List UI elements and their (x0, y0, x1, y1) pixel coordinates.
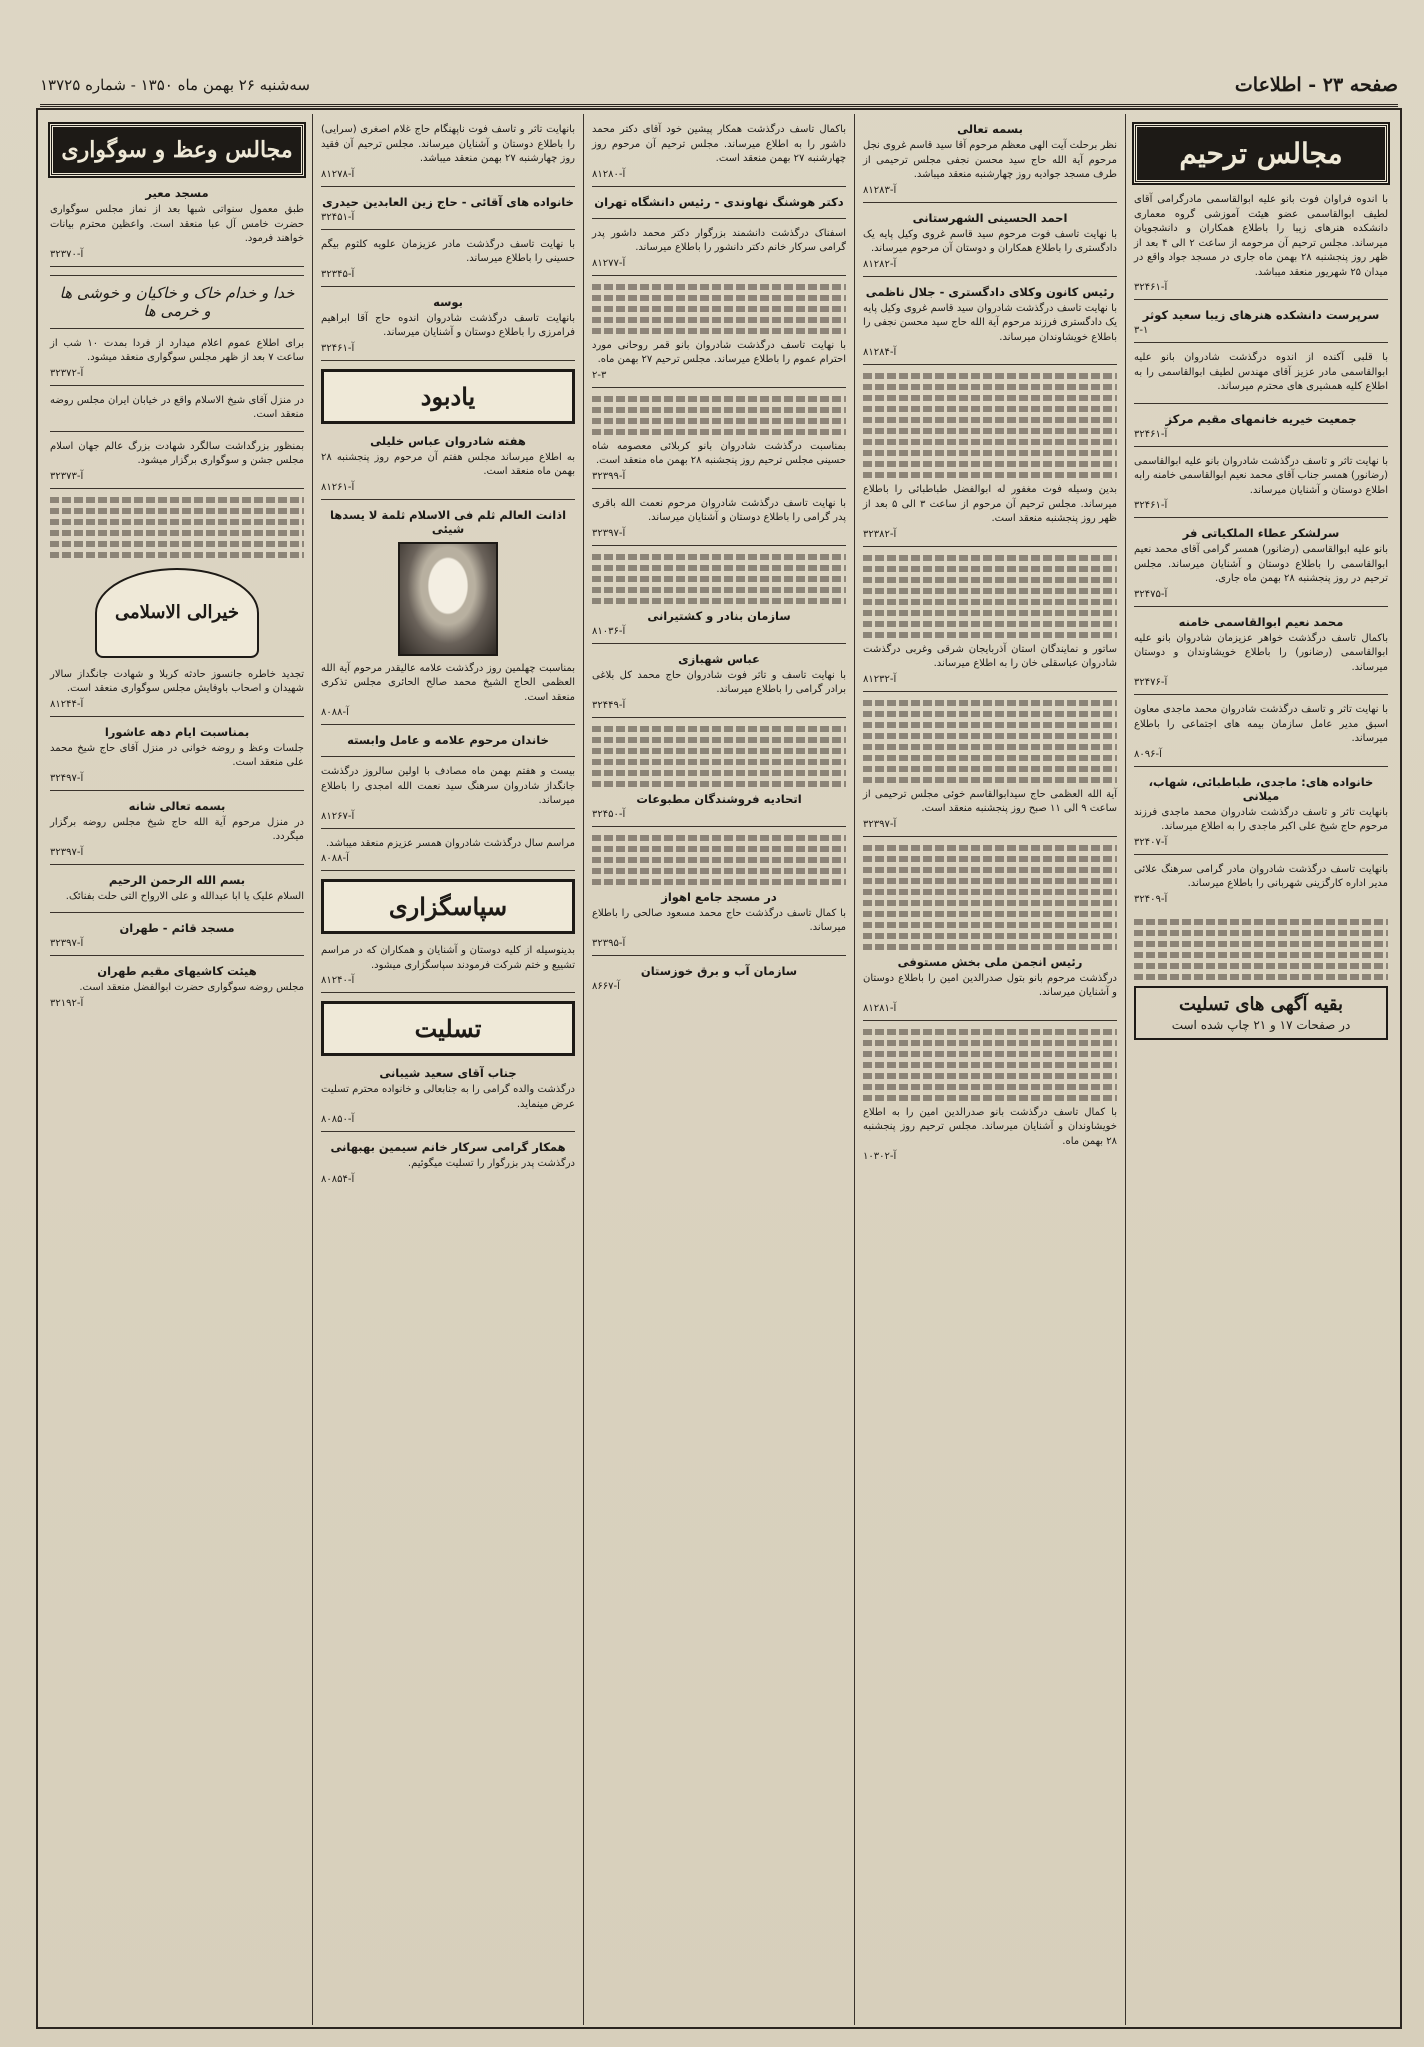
portrait-photo (398, 542, 498, 656)
obituary-ad: محمد نعیم ابوالقاسمی خامنه باکمال تاسف درگذشت خواهر عزیزمان شادروان بانو علیه ابوالقاسمی (رضانور) را باطلاع خویشاوندان و دوستان میرساند. آ-۳۲۴۷۶ (1134, 615, 1388, 696)
obituary-ad: سرلشکر عطاء الملکیاتی فر بانو علیه ابوالقاسمی (رضانور) همسر گرامی آقای محمد نعیم ابوالقاسمی را باطلاع دوستان و آشنایان میرساند. مجلس ترحیم در روز پنجشنبه ۲۸ بهمن ماه جاری. آ-۳۲۴۷۵ (1134, 526, 1388, 607)
obituary-ad: با نهایت تاسف درگذشت شادروان مرحوم نعمت الله باقری پدر گرامی را باطلاع دوستان و آشنایان میرساند. آ-۳۲۳۹۷ (592, 497, 846, 546)
filler-text (863, 555, 1117, 638)
condolence-ad: همکار گرامی سرکار خانم سیمین بهبهانی درگذشت پدر بزرگوار را تسلیت میگوئیم. آ-۸۰۸۵۴ (321, 1140, 575, 1185)
filler-text (863, 845, 1117, 950)
filler-text (863, 1029, 1117, 1101)
col1-ads (1134, 193, 1388, 911)
obituary-ad: بانهایت تاثر و تاسف فوت ناپهنگام حاج غلام اصغری (سرایی) را باطلاع دوستان و آشنایان میرساند. مجلس ترحیم آن فقید روز چهارشنبه ۲۷ بهمن منعقد میباشد. آ-۸۱۲۷۸ (321, 123, 575, 187)
obituary-ad: با نهایت تاثر و تاسف درگذشت شادروان محمد ماجدی معاون اسبق مدیر عامل سازمان بیمه های اجتماعی را باطلاع میرساند. آ-۸۰۹۶ (1134, 703, 1388, 767)
section-banner-tarhim: مجالس ترحیم (1134, 124, 1388, 183)
page-number: صفحه ۲۳ - اطلاعات (1234, 74, 1398, 96)
obituary-ad: ساتور و نمایندگان استان آذربایجان شرقی وغربی درگذشت شادروان عباسقلی خان را به اطلاع میرساند. آ-۸۱۲۳۲ (863, 643, 1117, 692)
sermon-ad: برای اطلاع عموم اعلام میدارد از فردا بمدت ۱۰ شب از ساعت ۷ بعد از ظهر مجلس سوگواری منعقد میشود. آ-۳۲۳۷۲ (50, 337, 304, 386)
obituary-ad: بمناسبت درگذشت شادروان بانو کربلائی معصومه شاه حسینی مجلس ترحیم روز پنجشنبه ۲۸ بهمن ماه منعقد است. آ-۳۲۳۹۹ (592, 440, 846, 489)
obituary-ad: خانواده های: ماجدی، طباطبائی، شهاب، میلانی بانهایت تاثر و تاسف درگذشت شادروان محمد ماجدی فرزند مرحوم حاج شیخ علی اکبر ماجدی را به اطلاع میرساند. آ-۳۲۴۰۷ (1134, 775, 1388, 855)
obituary-ad: با نهایت تاثر و تاسف درگذشت شادروان بانو علیه ابوالقاسمی (رضانور) همسر جناب آقای محمد نعیم ابوالقاسمی خامنه رابه اطلاع دوستان و آشنایان میرساند. آ-۳۲۴۶۱ (1134, 455, 1388, 519)
charity-emblem-logo: خیرالی الاسلامی (95, 568, 259, 658)
obituary-ad: با کمال تاسف درگذشت بانو صدرالدین امین را به اطلاع خویشاوندان و آشنایان میرساند. مجلس ترحیم روز پنجشنبه ۲۸ بهمن ماه. آ-۱۰۳۰۲ (863, 1106, 1117, 1162)
memorial-ad: هفته شادروان عباس خلیلی به اطلاع میرساند مجلس هفتم آن مرحوم روز پنجشنبه ۲۸ بهمن ماه منعقد است. آ-۸۱۲۶۱ (321, 434, 575, 500)
column-4 (312, 114, 583, 2025)
obituary-ad: سازمان بنادر و کشتیرانی آ-۸۱۰۳۶ (592, 609, 846, 644)
column-3 (583, 114, 854, 2025)
obituary-ad: احمد الحسینی الشهرستانی با نهایت تاسف فوت مرحوم سید قاسم غروی وکیل پایه یک دادگستری را باطلاع همکاران و دوستان آن مرحوم میرساند. آ-۸۱۲۸۲ (863, 211, 1117, 277)
obituary-ad: بسمه تعالی نظر برحلت آیت الهی معظم مرحوم آقا سید قاسم غروی نجل مرحوم آیة الله حاج سید محسن نجفی مجلس ترحیمی از طرف مسجد جوادیه روز چهارشنبه منعقد میباشد. آ-۸۱۲۸۳ (863, 122, 1117, 203)
obituary-ad: در مسجد جامع اهواز با کمال تاسف درگذشت حاج محمد مسعود صالحی را باطلاع میرساند. آ-۳۲۳۹۵ (592, 890, 846, 956)
memorial-ad: خاندان مرحوم علامه و عامل وابسته (321, 733, 575, 757)
memorial-ad: بیست و هفتم بهمن ماه مصادف با اولین سالروز درگذشت جانگداز شادروان سرهنگ سید نعمت الله امجدی را باطلاع میرساند. آ-۸۱۲۶۷ (321, 765, 575, 829)
column-obituaries (1125, 114, 1396, 2025)
continued-subtitle: در صفحات ۱۷ و ۲۱ چاپ شده است (1171, 1017, 1351, 1032)
sermon-ad: بسم الله الرحمن الرحیم السلام علیک یا ابا عبدالله و علی الارواح التی حلت بفنائک. (50, 873, 304, 914)
memorial-ad: مراسم سال درگذشت شادروان همسر عزیزم منعقد میباشد. آ-۸۰۸۸ (321, 837, 575, 872)
calligraphy-banner: خدا و خدام خاک و خاکیان و خوشی ها و خرمی ها (50, 275, 304, 329)
sermon-ad: هیئت کاشیهای مقیم طهران مجلس روضه سوگواری حضرت ابوالفضل منعقد است. آ-۳۲۱۹۲ (50, 964, 304, 1009)
continued-title: بقیه آگهی های تسلیت (1178, 993, 1344, 1015)
sermon-ad: مسجد قائم - طهران آ-۳۲۳۹۷ (50, 921, 304, 956)
sermon-ad: در منزل آقای شیخ الاسلام واقع در خیابان ایران مجلس روضه منعقد است. (50, 394, 304, 432)
issue-date: سه‌شنبه ۲۶ بهمن ماه ۱۳۵۰ - شماره ۱۳۷۲۵ (40, 76, 310, 94)
obituary-ad: با نهایت تاسف درگذشت شادروان بانو قمر روحانی مورد احترام عموم را باطلاع میرساند. مجلس ترحیم ۲۷ بهمن ماه. ۲-۳ (592, 339, 846, 388)
memorial-ad: اذانت العالم ثلم فی الاسلام ثلمة لا یسدها شیئی بمناسبت چهلمین روز درگذشت علامه عالیقدر مرحوم آیة الله العظمی الحاج الشیخ محمد صالح الحائری مجلس تذکری منعقد است. آ-۸۰۸۸ (321, 508, 575, 726)
column-sermons (42, 114, 312, 2025)
sermon-ad: بمناسبت ایام دهه عاشورا جلسات وعظ و روضه خوانی در منزل آقای حاج شیخ محمد علی منعقد است. آ-۳۲۴۹۷ (50, 725, 304, 791)
obituary-ad: با قلبی آکنده از اندوه درگذشت شادروان بانو علیه ابوالقاسمی مادر عزیز آقای مهندس لطیف ابوالقاسمی را به اطلاع کلیه همشیری های محترم میرساند. (1134, 351, 1388, 404)
obituary-ad: باکمال تاسف درگذشت همکار پیشین خود آقای دکتر محمد داشور را به اطلاع میرساند. مجلس ترحیم آن مرحوم روز چهارشنبه ۲۷ بهمن منعقد است. آ-۸۱۲۸۰ (592, 123, 846, 187)
thanks-ad: بدینوسیله از کلیه دوستان و آشنایان و همکاران که در مراسم تشییع و ختم شرکت فرمودند سپاسگزاری میشود. آ-۸۱۲۴۰ (321, 944, 575, 993)
obituary-ad: رئیس کانون وکلای دادگستری - جلال ناظمی با نهایت تاسف درگذشت شادروان سید قاسم غروی وکیل پایه یک دادگستری فرزند مرحوم آیة الله حاج سید محسن نجفی را باطلاع خویشاوندان میرساند. آ-۸۱۲۸۴ (863, 285, 1117, 366)
sermon-ad: تجدید خاطره جانسوز حادثه کربلا و شهادت جانگداز سالار شهیدان و اصحاب باوفایش مجلس سوگواری منعقد است. آ-۸۱۲۴۴ (50, 668, 304, 717)
section-banner-yadbood: یادبود (321, 369, 575, 424)
column-2 (854, 114, 1125, 2025)
obituary-ad: خانواده های آقائی - حاج زین العابدین حیدری آ-۳۲۴۵۱ (321, 195, 575, 230)
page-header (40, 66, 1398, 107)
obituary-ad: دکتر هوشنگ نهاوندی - رئیس دانشگاه تهران (592, 195, 846, 219)
obituary-ad: با اندوه فراوان فوت بانو علیه ابوالقاسمی مادرگرامی آقای لطیف ابوالقاسمی عضو هیئت آموزشی گروه معماری دانشکده هنرهای زیبا را باطلاع همکاران و دانشجویان میرساند. مجلس ترحیم آن مرحومه از ساعت ۲ الی ۴ بعد از ظهر روز پنجشنبه ۲۸ بهمن ماه جاری در مسجد جواد واقع در میدان ۲۵ شهریور منعقد میباشد. آ-۳۲۴۶۱ (1134, 193, 1388, 300)
obituary-ad: با نهایت تاسف درگذشت مادر عزیزمان علویه کلثوم بیگم حسینی را باطلاع میرساند. آ-۳۲۳۴۵ (321, 238, 575, 287)
obituary-ad: بانهایت تاسف درگذشت شادروان مادر گرامی سرهنگ علائی مدیر اداره کارگزینی شهربانی را باطلاع میرساند. آ-۳۲۴۰۹ (1134, 863, 1388, 905)
filler-text (1134, 919, 1388, 980)
filler-text (592, 396, 846, 435)
obituary-ad: جمعیت خیریه خانمهای مقیم مرکز آ-۳۲۴۶۱ (1134, 412, 1388, 447)
obituary-ad: بدین وسیله فوت مغفور له ابوالفضل طباطبائی را باطلاع میرساند. مجلس ترحیم آن مرحوم از ساعت ۳ الی ۵ بعد از ظهر روز پنجشنبه منعقد است. آ-۳۲۳۸۲ (863, 483, 1117, 547)
section-banner-vaz: مجالس وعظ و سوگواری (50, 124, 304, 176)
obituary-ad: عباس شهبازی با نهایت تاسف و تاثر فوت شادروان حاج محمد کل بلاغی برادر گرامی را باطلاع میرساند. آ-۳۲۴۴۹ (592, 652, 846, 718)
sermon-ad: مسجد معیر طبق معمول سنواتی شبها بعد از نماز مجلس سوگواری حضرت خامس آل عبا منعقد است. واعظین محترم بیانات خواهند فرمود. آ-۳۲۳۷۰ (50, 186, 304, 267)
obituary-ad: اتحادیه فروشندگان مطبوعات آ-۳۲۴۵۰ (592, 792, 846, 827)
obituary-ad: بوسه بانهایت تاسف درگذشت شادروان اندوه حاج آقا ابراهیم فرامرزی را باطلاع دوستان و آشنایان میرساند. آ-۳۲۴۶۱ (321, 295, 575, 361)
continued-notice (1134, 986, 1388, 1040)
sermon-ad: بسمه تعالی شانه در منزل مرحوم آیة الله حاج شیخ مجلس روضه برگزار میگردد. آ-۳۲۳۹۷ (50, 799, 304, 865)
filler-text (592, 284, 846, 334)
section-banner-tasliat: تسلیت (321, 1001, 575, 1056)
filler-text (50, 497, 304, 558)
sermon-ad: بمنظور بزرگداشت سالگرد شهادت بزرگ عالم جهان اسلام مجلس جشن و سوگواری برگزار میشود. آ-۳۲۳۷۳ (50, 440, 304, 489)
condolence-ad: جناب آقای سعید شیبانی درگذشت والده گرامی را به جنابعالی و خانواده محترم تسلیت عرض مینماید. آ-۸۰۸۵۰ (321, 1066, 575, 1132)
obituary-ad: سازمان آب و برق خوزستان آ-۸۶۶۷ (592, 963, 798, 992)
columns (42, 114, 1396, 2025)
obituary-ad: اسفناک درگذشت دانشمند بزرگوار دکتر محمد داشور پدر گرامی سرکار خانم دکتر دانشور را باطلاع میرساند. آ-۸۱۲۷۷ (592, 227, 846, 276)
filler-text (592, 835, 846, 885)
filler-text (863, 700, 1117, 783)
obituary-ad: رئیس انجمن ملی بخش مستوفی درگذشت مرحوم بانو بتول صدرالدین امین را باطلاع دوستان و آشنایان میرساند. آ-۸۱۲۸۱ (863, 955, 1117, 1021)
filler-text (592, 554, 846, 604)
section-banner-sepasgozari: سپاسگزاری (321, 879, 575, 934)
obituary-ad: سرپرست دانشکده هنرهای زیبا سعید کوثر ۳-۱ (1134, 308, 1388, 343)
filler-text (863, 373, 1117, 478)
obituary-ad: آیة الله العظمی حاج سیدابوالقاسم خوئی مجلس ترحیمی از ساعت ۹ الی ۱۱ صبح روز پنجشنبه منعقد است. آ-۳۲۳۹۷ (863, 788, 1117, 837)
filler-text (592, 726, 846, 787)
